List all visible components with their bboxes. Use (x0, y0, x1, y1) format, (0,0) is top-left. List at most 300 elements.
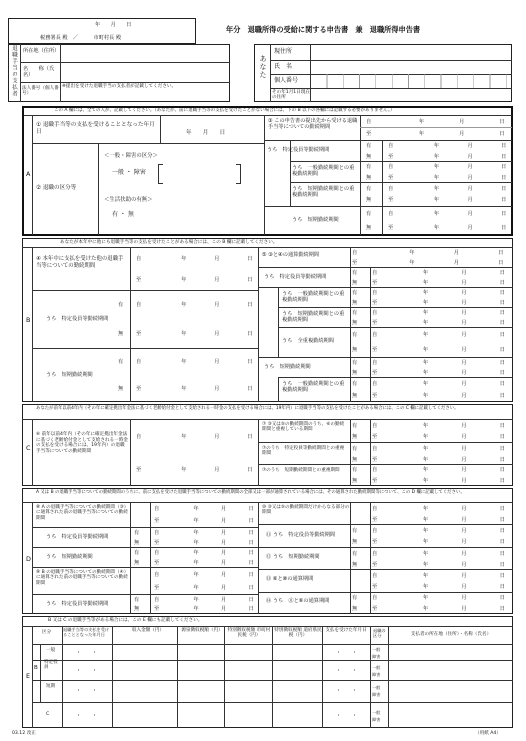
date-unit: 日 (499, 445, 505, 452)
q7-row-label: ⑦のうち 短期勤続期間との重複期間 (262, 468, 340, 473)
period-input[interactable] (372, 525, 510, 547)
seikatsu-options[interactable]: 有 ・ 無 (112, 211, 134, 218)
ari-option[interactable]: 有 (352, 270, 358, 276)
ari-option[interactable]: 有 (352, 360, 358, 366)
date-unit: 年 (193, 550, 199, 556)
date-unit: 月 (461, 300, 467, 306)
nashi-option[interactable]: 無 (134, 540, 140, 546)
date-unit: 月 (459, 131, 465, 137)
date-unit: 月 (467, 185, 473, 192)
period-input[interactable] (136, 248, 256, 290)
q10-label: ⑩ ③又は⑤の勤続期間だけからなる部分の期間 (262, 505, 350, 516)
period-input[interactable] (372, 548, 510, 570)
date-unit: 年 (181, 302, 187, 309)
period-input[interactable] (372, 465, 510, 486)
date-unit: 日 (499, 538, 505, 545)
date-unit: 日 (248, 560, 254, 566)
date-unit: 月 (214, 385, 220, 392)
nashi-option[interactable]: 無 (352, 370, 358, 376)
ari-option[interactable]: 有 (134, 530, 140, 536)
e-kubun-option[interactable]: 一般 (372, 710, 381, 715)
kubun-bracket-left (158, 164, 163, 184)
date-unit: 日 (248, 571, 254, 578)
period-input[interactable] (352, 248, 510, 268)
date-unit: 日 (501, 143, 507, 150)
to-label: 至 (154, 584, 160, 591)
payer-address-field[interactable] (61, 45, 229, 61)
recipient-jan1-field[interactable] (311, 89, 511, 101)
period-input[interactable] (372, 308, 510, 328)
nashi-option[interactable]: 無 (352, 538, 358, 545)
date-unit: 日 (499, 433, 505, 440)
e-col-header: 特別徴収税額 市町村民税（円） (227, 628, 271, 639)
q10-row-label: ⑪ うち 特定役員等勤続期間 (266, 532, 336, 538)
date-unit: 年 (422, 360, 429, 366)
ari-option[interactable]: 有 (118, 302, 124, 309)
nashi-option[interactable]: 無 (352, 605, 358, 612)
from-label: 自 (372, 290, 378, 296)
ari-option[interactable]: 有 (366, 143, 372, 150)
date-unit: 日 (499, 119, 505, 125)
period-input[interactable] (372, 288, 510, 308)
period-input[interactable] (154, 595, 256, 614)
nashi-option[interactable]: 無 (366, 174, 372, 181)
date-unit: 日 (499, 360, 505, 366)
date-unit: 月 (461, 477, 467, 484)
date-separator: ・ (92, 668, 98, 674)
period-input[interactable] (154, 568, 256, 594)
date-unit: 月 (214, 466, 220, 473)
date-unit: 月 (214, 276, 220, 283)
e-kubun-option[interactable]: 障害 (372, 717, 381, 722)
date-unit: 日 (499, 505, 505, 512)
to-label: 至 (372, 280, 378, 286)
q10-row-label: ⑬ ⑥と⑩の通算期間 (266, 576, 314, 582)
date-unit: 年 (422, 467, 429, 474)
section-c-letter: C (26, 444, 31, 452)
period-input[interactable] (372, 570, 510, 592)
date-separator: ・ (92, 650, 98, 656)
date-unit: 月 (461, 381, 467, 387)
to-label: 至 (372, 346, 378, 353)
date-unit: 月 (221, 596, 227, 603)
section-a-letter: A (26, 170, 31, 178)
date-separator: ・ (352, 650, 358, 656)
period-input[interactable] (136, 420, 256, 486)
recipient-address-label: 現住所 (274, 48, 293, 55)
ari-option[interactable]: 有 (352, 381, 358, 387)
period-input[interactable] (388, 207, 510, 235)
date-unit: 日 (499, 270, 505, 276)
from-label: 自 (372, 527, 378, 534)
section-c-intro: あなたが前年以前4年内（その年に確定拠出年金法に基づく老齢給付金として支給される一時金の支払を受ける場合には、19年内）に退職手当等の支払を受けたことがある場合には、この C 欄に記載してください。 (36, 406, 459, 411)
section-d-letter: D (26, 555, 31, 563)
nashi-option[interactable]: 無 (352, 300, 358, 306)
nashi-option[interactable]: 無 (366, 153, 372, 160)
to-label: 至 (372, 516, 378, 523)
date-unit: 月 (214, 330, 220, 337)
q3-row-label: うち 特定役員等勤続期間 (267, 147, 330, 153)
date-unit: 年 (193, 560, 199, 566)
q8-row-label: うち 短期勤続期間 (46, 554, 93, 560)
date-unit: 年 (193, 540, 199, 546)
period-input[interactable] (372, 358, 510, 378)
payer-name-field[interactable] (61, 63, 229, 81)
to-label: 至 (352, 260, 358, 266)
q10-row-label: ⑫ うち 短期勤続期間 (266, 554, 320, 560)
to-label: 至 (372, 320, 378, 326)
e-kubun-option[interactable]: 一般 (372, 665, 381, 670)
period-input[interactable] (154, 548, 256, 568)
period-input[interactable] (136, 291, 256, 348)
date-unit: 日 (499, 527, 505, 534)
ari-option[interactable]: 有 (352, 550, 358, 557)
recipient-address-field[interactable] (311, 45, 511, 59)
e-col-header: 支払を受けた年月日 (325, 628, 367, 633)
date-unit: 日 (248, 550, 254, 556)
q5-row-label: うち 一般勤続期間との重複勤続期間 (282, 291, 345, 303)
to-label: 至 (388, 153, 394, 160)
from-label: 自 (136, 255, 142, 262)
q5-row-label: うち 短期勤続期間との重複勤続期間 (282, 311, 345, 323)
period-input[interactable] (154, 528, 256, 548)
date-unit: 月 (221, 560, 227, 566)
ari-option[interactable]: 有 (352, 445, 358, 452)
from-label: 自 (352, 250, 358, 256)
recipient-number-cells (311, 74, 511, 88)
date-unit: 年 (422, 332, 429, 339)
from-label: 自 (372, 422, 378, 429)
from-label: 自 (388, 211, 394, 217)
nashi-option[interactable]: 無 (118, 385, 124, 392)
period-input[interactable] (154, 503, 256, 527)
date-unit: 年 (181, 255, 187, 262)
date-unit: 月 (461, 433, 467, 440)
form-code: 03.12 改正 (12, 731, 36, 736)
date-unit: 月 (461, 456, 467, 463)
e-col-header: 支払者の所在地（住所）・名称（氏名） (410, 632, 492, 637)
date-unit: 日 (499, 393, 505, 399)
from-label: 自 (372, 550, 378, 557)
from-label: 自 (372, 381, 378, 387)
period-input[interactable] (372, 268, 510, 288)
to-label: 至 (372, 605, 378, 612)
date-unit: 年 (422, 370, 429, 376)
date-unit: 月 (467, 211, 473, 217)
date-unit: 日 (248, 606, 254, 613)
nashi-option[interactable]: 無 (352, 393, 358, 399)
q10-row-label: ⑭ うち ⑪と⑥の通算期間 (266, 598, 330, 604)
nashi-option[interactable]: 無 (366, 197, 372, 204)
recipient-side-label: あなた (259, 55, 267, 79)
e-table-grid (32, 626, 513, 728)
date-unit: 日 (499, 422, 505, 429)
q5-row-label: うち 一般勤続期間との重複勤続期間 (282, 381, 345, 393)
date-unit: 年 (193, 596, 199, 603)
q5-row-label: うち 短期勤続期間 (264, 364, 311, 370)
date-unit: 月 (461, 583, 467, 590)
date-separator: ・ (336, 688, 342, 694)
date-unit: 月 (221, 550, 227, 556)
to-label: 至 (154, 540, 160, 546)
period-input[interactable] (372, 420, 510, 442)
section-d-intro: A 又は B の退職手当等についての勤続期間のうちに、前に支払を受けた退職手当等についての勤続期間の全部又は一部が通算されている場合には、その通算された勤続期間等について、この D 欄に記載してください。 (36, 490, 465, 495)
to-label: 至 (388, 174, 394, 181)
date-unit: 日 (499, 280, 505, 286)
date-unit: 年 (422, 433, 429, 440)
date-unit: 年 (422, 477, 429, 484)
date-unit: 日 (247, 255, 253, 262)
date-unit: 月 (461, 595, 467, 602)
date-unit: 日 (499, 370, 505, 376)
date-unit: 月 (461, 370, 467, 376)
date-unit: 年 (433, 164, 440, 171)
ari-option[interactable]: 有 (366, 164, 372, 171)
q4-row-label: うち 短期勤続期間 (46, 372, 93, 378)
ari-option[interactable]: 有 (118, 359, 124, 366)
period-input[interactable] (136, 349, 256, 402)
q5-label: ⑤ ③と④の通算勤続期間 (262, 252, 320, 258)
from-label: 自 (154, 596, 160, 603)
section-b-intro: あなたが本年中に他にも退職手当等の支払を受けたことがある場合には、この B 欄に記載してください。 (60, 240, 278, 245)
date-unit: 日 (247, 302, 253, 309)
date-unit: 日 (499, 456, 505, 463)
period-input[interactable] (372, 328, 510, 357)
date-unit: 月 (461, 572, 467, 579)
date-unit: 月 (453, 250, 459, 256)
payer-address-label: 所在地（住所） (23, 48, 60, 54)
date-unit: 日 (499, 550, 505, 557)
to-label: 至 (154, 606, 160, 613)
date-unit: 日 (499, 310, 505, 316)
nashi-option[interactable]: 無 (352, 346, 358, 353)
date-unit: 年 (193, 518, 199, 524)
date-unit: 日 (501, 197, 507, 204)
ari-option[interactable]: 有 (134, 596, 140, 603)
from-label: 自 (366, 119, 372, 125)
date-unit: 月 (221, 506, 227, 512)
date-unit: 年 (418, 119, 425, 125)
from-label: 自 (154, 550, 160, 556)
e-kubun-option[interactable]: 一般 (372, 685, 381, 690)
date-unit: 年 (422, 300, 429, 306)
nashi-option[interactable]: 無 (352, 433, 358, 440)
date-unit: 年 (193, 584, 199, 591)
ari-option[interactable]: 有 (352, 527, 358, 534)
date-unit: 日 (499, 583, 505, 590)
date-unit: 年 (181, 359, 187, 366)
date-unit: 日 (499, 467, 505, 474)
date-unit: 年 (433, 153, 440, 160)
to-label: 至 (366, 131, 372, 137)
nashi-option[interactable]: 無 (352, 280, 358, 286)
e-row-label: 一般 (46, 648, 56, 653)
q7-label: ⑦ ③又は⑤の勤続期間のうち、⑥の勤続期間と重複している期間 (262, 422, 345, 433)
date-unit: 年 (422, 381, 429, 387)
date-unit: 日 (499, 605, 505, 612)
date-unit: 月 (221, 584, 227, 591)
period-input[interactable] (372, 593, 510, 614)
date-unit: 年 (422, 422, 429, 429)
date-unit: 日 (247, 330, 253, 337)
nashi-option[interactable]: 無 (366, 225, 372, 231)
date-unit: 日 (247, 359, 253, 366)
period-input[interactable] (388, 162, 510, 183)
date-unit: 月 (461, 346, 467, 353)
q5-row-label: うち 特定役員等勤続期間 (264, 274, 327, 280)
period-input[interactable] (372, 378, 510, 402)
date-unit: 月 (221, 540, 227, 546)
from-label: 自 (372, 360, 378, 366)
date-unit: 月 (461, 360, 467, 366)
q3-row-label: うち 短期勤続期間 (292, 217, 339, 223)
from-label: 自 (372, 445, 378, 452)
from-label: 自 (388, 143, 394, 150)
from-label: 自 (372, 595, 378, 602)
seikatsu-label: ＜生活扶助の有無＞ (104, 197, 153, 203)
to-label: 至 (136, 385, 142, 392)
period-input[interactable] (372, 443, 510, 465)
to-label: 至 (372, 477, 378, 484)
e-col-header: 収入金額（円） (131, 628, 165, 633)
date-unit: 月 (467, 164, 473, 171)
addressees: 税務署長 殿 ／ 市町村長 殿 (40, 35, 122, 41)
date-unit: 月 (214, 433, 220, 440)
period-input[interactable] (366, 116, 510, 140)
date-unit: 年 (193, 530, 199, 536)
nashi-option[interactable]: 無 (352, 561, 358, 568)
q6-label: ⑥ 前年以前4年内（その年に確定拠出年金法に基づく老齢給付金として支給される一時金の支払を受ける場合には、19年内）の退職手当等についての勤続期間 (36, 432, 128, 454)
nashi-option[interactable]: 無 (134, 560, 140, 566)
recipient-name-label: 氏 名 (274, 63, 293, 70)
e-kubun-option[interactable]: 障害 (372, 672, 381, 677)
date-unit: 月 (453, 260, 459, 266)
date-separator: ・ (336, 650, 342, 656)
date-separator: ・ (76, 668, 82, 674)
date-unit: 年 (181, 330, 187, 337)
section-a-intro: この A 欄には、全ての人が、記載してください。（あなたが、前に退職手当等の支払を受けたことがない場合には、下の B 以下の各欄には記載する必要がありません。） (54, 108, 395, 113)
date-unit: 月 (461, 505, 467, 512)
e-col-header: 退職手当等の支払を受けることとなった年月日 (63, 627, 110, 637)
ari-option[interactable]: 有 (366, 211, 372, 217)
to-label: 至 (372, 561, 378, 568)
date-unit: 月 (461, 527, 467, 534)
ari-option[interactable]: 有 (352, 422, 358, 429)
date-unit: 日 (499, 290, 505, 296)
date-unit: 年 (422, 538, 429, 545)
section-b-letter: B (26, 316, 31, 324)
e-row-label: 短期 (46, 684, 56, 689)
date-unit: 月 (467, 225, 473, 231)
date-unit: 日 (499, 332, 505, 339)
q1-date-field[interactable]: 年 月 日 (186, 130, 226, 136)
from-label: 自 (388, 164, 394, 171)
date-unit: 年 (422, 505, 429, 512)
q4-label: ④ 本年中に支払を受けた他の退職手当等についての勤続期間 (36, 256, 124, 269)
form-title: 年分 退職所得の受給に関する申告書 兼 退職所得申告書 (226, 25, 421, 34)
date-unit: 年 (422, 550, 429, 557)
to-label: 至 (372, 433, 378, 440)
date-unit: 日 (247, 433, 253, 440)
nashi-option[interactable]: 無 (352, 320, 358, 326)
date-unit: 年 (433, 225, 440, 231)
date-unit: 月 (461, 393, 467, 399)
date-unit: 月 (461, 320, 467, 326)
q3-row-label: うち 一般勤続期間との重複勤続期間 (292, 165, 355, 177)
ari-option[interactable]: 有 (352, 290, 358, 296)
nashi-option[interactable]: 無 (352, 456, 358, 463)
date-unit: 日 (499, 477, 505, 484)
ari-option[interactable]: 有 (134, 550, 140, 556)
date-unit: 日 (499, 131, 505, 137)
e-kubun-option[interactable]: 一般 (372, 647, 381, 652)
ari-option[interactable]: 有 (352, 595, 358, 602)
period-input[interactable] (388, 183, 510, 206)
date-unit: 月 (461, 605, 467, 612)
nashi-option[interactable]: 無 (118, 330, 124, 337)
date-unit: 年 (433, 211, 440, 217)
recipient-name-field[interactable] (311, 61, 511, 73)
e-row-label: 特定役員 (44, 660, 58, 671)
date-unit: 月 (461, 516, 467, 523)
date-unit: 年 (422, 346, 429, 353)
date-unit: 月 (221, 518, 227, 524)
date-unit: 日 (499, 300, 505, 306)
ari-option[interactable]: 有 (352, 310, 358, 316)
date-unit: 年 (422, 572, 429, 579)
nashi-option[interactable]: 無 (134, 606, 140, 613)
date-unit: 日 (498, 250, 504, 256)
date-unit: 月 (461, 422, 467, 429)
section-e-intro: B 又は C の退職手当等がある場合には、この E 欄にも記載してください。 (48, 618, 203, 623)
to-label: 至 (154, 518, 160, 524)
e-kubun-option[interactable]: 障害 (372, 692, 381, 697)
date-unit: 日 (499, 320, 505, 326)
date-unit: 年 (422, 320, 429, 326)
q5-row-label: うち 全重複勤続期間 (282, 338, 334, 344)
ari-option[interactable]: 有 (352, 467, 358, 474)
date-unit: 月 (214, 255, 220, 262)
date-unit: 年 (422, 445, 429, 452)
date-separator: ・ (336, 713, 342, 719)
period-input[interactable] (372, 503, 510, 525)
e-col-header: 特別徴収税額 道府県民税（円） (274, 628, 322, 639)
date-unit: 月 (461, 538, 467, 545)
date-unit: 月 (461, 280, 467, 286)
date-unit: 日 (501, 211, 507, 217)
ari-option[interactable]: 有 (366, 185, 372, 192)
period-input[interactable] (388, 141, 510, 162)
ari-option[interactable]: 有 (352, 332, 358, 339)
from-label: 自 (136, 359, 142, 366)
date-unit: 日 (499, 595, 505, 602)
q4-row-label: うち 特定役員等勤続期間 (46, 316, 109, 322)
date-unit: 日 (501, 225, 507, 231)
kubun-options[interactable]: 一般 ・ 障害 (112, 169, 146, 176)
date-unit: 月 (461, 270, 467, 276)
nashi-option[interactable]: 無 (352, 477, 358, 484)
date-separator: ・ (336, 668, 342, 674)
submission-date[interactable]: 年 月 日 (95, 22, 132, 28)
date-unit: 日 (501, 153, 507, 160)
from-label: 自 (154, 530, 160, 536)
to-label: 至 (388, 197, 394, 204)
to-label: 至 (136, 330, 142, 337)
date-unit: 年 (181, 433, 187, 440)
date-separator: ・ (352, 713, 358, 719)
e-kubun-option[interactable]: 障害 (372, 654, 381, 659)
to-label: 至 (388, 225, 394, 231)
